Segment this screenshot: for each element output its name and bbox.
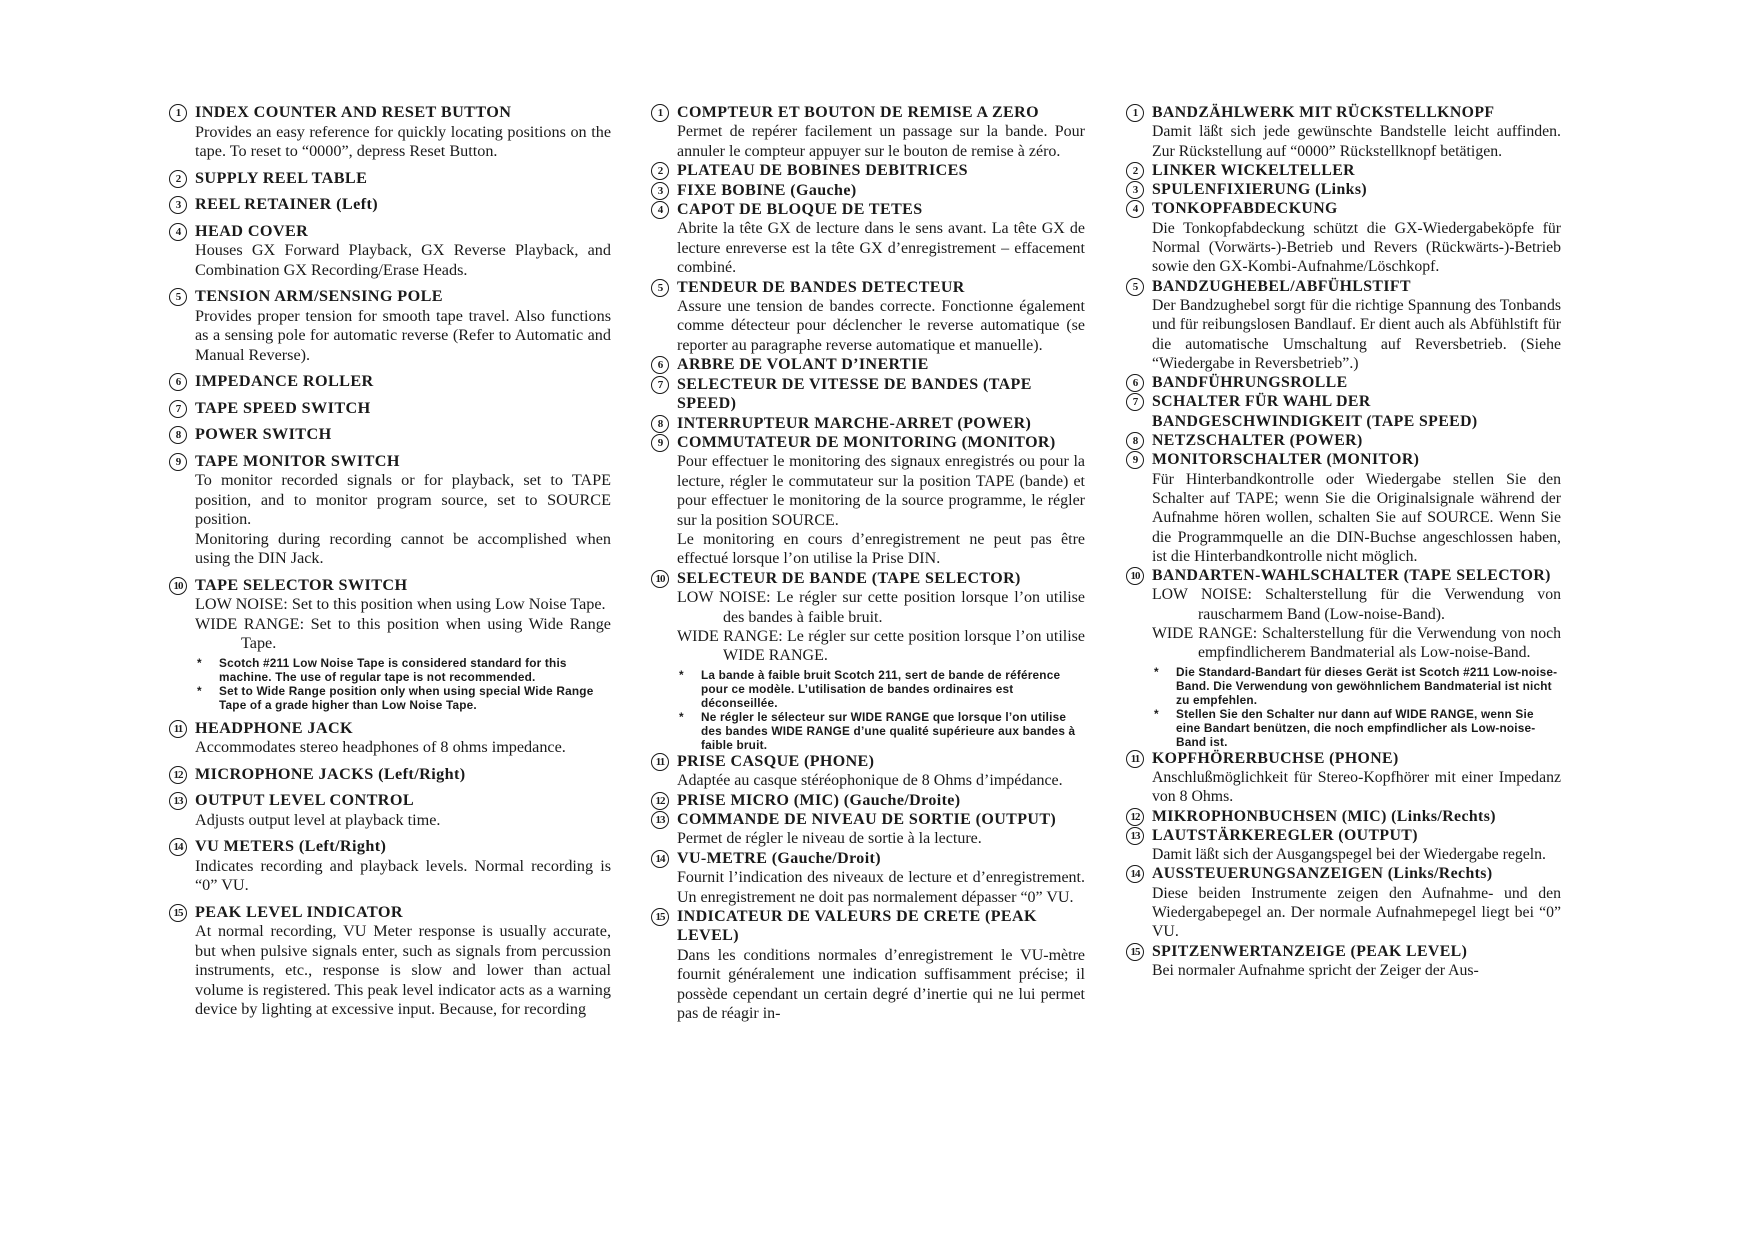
item-paragraph: Damit läßt sich der Ausgangspegel bei der Wiedergabe regeln. (1152, 846, 1547, 864)
item-heading: SPITZENWERTANZEIGE (PEAK LEVEL) (1152, 942, 1468, 960)
item-number: 10 (169, 577, 187, 595)
item-number: 15 (1126, 943, 1144, 961)
index-item (168, 903, 611, 1020)
item-number: 3 (651, 182, 669, 200)
item-heading: BANDZUGHEBEL/ABFÜHLSTIFT (1152, 277, 1411, 295)
item-number: 2 (651, 162, 669, 180)
item-paragraph: Provides proper tension for smooth tape travel. Also functions as a sensing pole for automatic reverse (Refer to Automatic and Manual Reverse). (195, 306, 611, 364)
item-description (677, 297, 1085, 355)
item-number: 1 (1126, 104, 1144, 122)
item-paragraph: Accommodates stereo headphones of 8 ohms impedance. (195, 738, 566, 756)
item-paragraph: Provides an easy reference for quickly locating positions on the tape. To reset to “0000”, depress Reset Button. (195, 122, 611, 160)
item-paragraph: Pour effectuer le monitoring des signaux enregistrés ou pour la lecture, régler le commutateur sur la position TAPE (bande) et pour effectuer le monitoring de la source programme, le régler sur la position SOURCE. (677, 453, 1085, 529)
index-item (650, 181, 1085, 200)
item-number: 5 (169, 288, 187, 306)
index-item (168, 576, 611, 712)
item-description (1152, 296, 1561, 373)
index-item (168, 399, 611, 419)
item-paragraph: At normal recording, VU Meter response is usually accurate, but when pulsive signals enter, such as signals from percussion instruments, etc., response is slow and lower than actual volume is registered. This peak level indicator acts as a warning device by lighting at excessive input. Because, for recording (195, 922, 611, 1018)
item-number: 8 (651, 415, 669, 433)
index-item (650, 849, 1085, 907)
tape-option: WIDE RANGE: Le régler sur cette position lorsque l’on utilise WIDE RANGE. (677, 627, 1085, 665)
item-number: 12 (169, 766, 187, 784)
item-paragraph: Bei normaler Aufnahme spricht der Zeiger der Aus- (1152, 961, 1479, 979)
footnotes (677, 668, 1085, 752)
item-description (677, 771, 1085, 790)
index-item (1125, 431, 1561, 450)
item-heading: LAUTSTÄRKEREGLER (OUTPUT) (1152, 826, 1418, 844)
item-heading: AUSSTEUERUNGSANZEIGEN (Links/Rechts) (1152, 865, 1493, 883)
item-heading: TONKOPFABDECKUNG (1152, 200, 1338, 218)
index-item (168, 287, 611, 365)
item-description (1152, 219, 1561, 277)
index-item (650, 569, 1085, 752)
index-item (168, 452, 611, 569)
item-number: 7 (169, 400, 187, 418)
item-number: 5 (1126, 278, 1144, 296)
item-heading: TENSION ARM/SENSING POLE (195, 287, 443, 305)
item-heading: TENDEUR DE BANDES DETECTEUR (677, 278, 965, 296)
item-paragraph: Diese beiden Instrumente zeigen den Aufnahme- und den Wiedergabepegel an. Der normale Aufnahmepegel liegt bei “0” VU. (1152, 884, 1561, 941)
item-number: 13 (1126, 827, 1144, 845)
item-heading: NETZSCHALTER (POWER) (1152, 432, 1363, 450)
item-heading: POWER SWITCH (195, 425, 332, 443)
item-number: 14 (1126, 865, 1144, 883)
index-item (1125, 180, 1561, 199)
item-number: 9 (1126, 451, 1144, 469)
item-number: 12 (1126, 808, 1144, 826)
item-paragraph: Assure une tension de bandes correcte. Fonctionne également comme détecteur pour déclencher le reverse automatique (se reporter au paragraphe reverse automatique et manuelle). (677, 298, 1085, 354)
item-heading: VU-METRE (Gauche/Droit) (677, 849, 881, 867)
item-heading: SPULENFIXIERUNG (Links) (1152, 181, 1368, 199)
index-item (650, 907, 1085, 1023)
index-item (650, 375, 1085, 414)
item-heading: MICROPHONE JACKS (Left/Right) (195, 764, 466, 783)
item-heading: SELECTEUR DE BANDE (TAPE SELECTOR) (677, 569, 1021, 587)
item-heading: BANDZÄHLWERK MIT RÜCKSTELLKNOPF (1152, 104, 1495, 121)
item-description (1152, 470, 1561, 566)
index-item (168, 103, 611, 162)
item-heading: BANDARTEN-WAHLSCHALTER (TAPE SELECTOR) (1152, 567, 1551, 585)
item-number: 15 (651, 908, 669, 926)
item-paragraph: Adjusts output level at playback time. (195, 810, 441, 829)
index-item (650, 200, 1085, 278)
item-number: 6 (651, 356, 669, 374)
index-item (1125, 864, 1561, 941)
item-number: 13 (169, 792, 187, 810)
footnote: * Set to Wide Range position only when using special Wide Range Tape of a grade higher than Low Noise Tape. (195, 684, 611, 712)
item-heading: PRISE MICRO (MIC) (Gauche/Droite) (677, 791, 961, 809)
index-item (168, 169, 611, 189)
item-heading: VU METERS (Left/Right) (195, 837, 387, 855)
item-number: 4 (651, 201, 669, 219)
footnote: * Die Standard-Bandart für dieses Gerät ist Scotch #211 Low-noise-Band. Die Verwendung von gewöhnlichem Bandmaterial ist nicht zu empfehlen. (1152, 665, 1561, 707)
item-number: 9 (169, 453, 187, 471)
index-item (650, 355, 1085, 374)
item-number: 6 (169, 373, 187, 391)
index-item (650, 810, 1085, 849)
item-heading: TAPE SPEED SWITCH (195, 398, 371, 417)
item-heading: BANDFÜHRUNGSROLLE (1152, 374, 1348, 392)
index-item (168, 195, 611, 215)
item-number: 14 (169, 838, 187, 856)
item-number: 4 (169, 223, 187, 241)
item-paragraph: Die Tonkopfabdeckung schützt die GX-Wiedergabeköpfe für Normal (Vorwärts-)-Betrieb und Revers (Rückwärts-)-Betrieb sowie den GX-Kombi-Aufnahme/Löschkopf. (1152, 219, 1561, 276)
item-number: 7 (651, 376, 669, 394)
item-number: 2 (1126, 162, 1144, 180)
item-heading: PLATEAU DE BOBINES DEBITRICES (677, 162, 968, 180)
tape-option: WIDE RANGE: Set to this position when using Wide Range Tape. (195, 614, 611, 652)
item-heading: SUPPLY REEL TABLE (195, 168, 368, 187)
tape-option: LOW NOISE: Le régler sur cette position lorsque l’on utilise des bandes à faible bruit. (677, 589, 1085, 626)
footnote: * La bande à faible bruit Scotch 211, sert de bande de référence pour ce modèle. L’utilisation de bandes ordinaires est déconseillée. (677, 668, 1085, 710)
item-number: 1 (169, 104, 187, 122)
index-item (1125, 942, 1561, 981)
item-heading: HEADPHONE JACK (195, 718, 354, 737)
index-item (650, 161, 1085, 180)
item-number: 2 (169, 170, 187, 188)
item-paragraph: Der Bandzughebel sorgt für die richtige Spannung des Tonbands und für reibungslosen Bandlauf. Er dient auch als Abfühlstift für die automatische Umschaltung auf Reversbetrieb. (Siehe “Wiedergabe in Reversbetrieb”.) (1152, 296, 1561, 372)
english-column (168, 103, 611, 1027)
item-description (677, 829, 1085, 848)
item-number: 6 (1126, 374, 1144, 392)
item-heading: OUTPUT LEVEL CONTROL (195, 791, 415, 809)
index-item (168, 837, 611, 896)
item-heading: COMPTEUR ET BOUTON DE REMISE A ZERO (677, 104, 1039, 121)
item-number: 15 (169, 904, 187, 922)
tape-option: LOW NOISE: Schalterstellung für die Verwendung von rauscharmem Band (Low-noise-Band). (1152, 586, 1561, 623)
item-number: 12 (651, 792, 669, 810)
item-description (195, 857, 611, 896)
index-item (168, 719, 611, 758)
item-description (195, 811, 611, 831)
tape-option: WIDE RANGE: Schalterstellung für die Verwendung von noch empfindlicherem Bandmaterial als Low-noise-Band. (1152, 625, 1561, 662)
item-heading: LINKER WICKELTELLER (1152, 161, 1355, 179)
item-number: 10 (651, 570, 669, 588)
tape-options (1152, 585, 1561, 662)
item-heading: MONITORSCHALTER (MONITOR) (1152, 451, 1420, 469)
index-item (168, 765, 611, 785)
tape-options (195, 595, 611, 654)
item-description (195, 123, 611, 162)
item-description (1152, 122, 1561, 161)
item-heading: INTERRUPTEUR MARCHE-ARRET (POWER) (677, 414, 1032, 432)
item-paragraph: Le monitoring en cours d’enregistrement ne peut pas être effectué lorsque l’on utilise la Prise DIN. (677, 530, 1085, 568)
item-heading: COMMUTATEUR DE MONITORING (MONITOR) (677, 433, 1056, 451)
item-number: 11 (1126, 750, 1144, 768)
item-description (195, 738, 611, 758)
item-paragraph: Houses GX Forward Playback, GX Reverse Playback, and Combination GX Recording/Erase Heads. (195, 241, 611, 279)
item-heading: TAPE MONITOR SWITCH (195, 451, 400, 470)
item-heading: PEAK LEVEL INDICATOR (195, 902, 403, 921)
item-paragraph: Permet de régler le niveau de sortie à la lecture. (677, 830, 982, 848)
index-item (650, 791, 1085, 810)
item-heading: SCHALTER FÜR WAHL DER BANDGESCHWINDIGKEIT (TAPE SPEED) (1152, 393, 1478, 430)
index-item (168, 791, 611, 830)
german-column (1125, 103, 1561, 980)
item-number: 4 (1126, 200, 1144, 218)
index-item (1125, 161, 1561, 180)
item-heading: COMMANDE DE NIVEAU DE SORTIE (OUTPUT) (677, 811, 1057, 828)
item-paragraph: Damit läßt sich jede gewünschte Bandstelle leicht auffinden. Zur Rückstellung auf “0000” Rückstellknopf betätigen. (1152, 123, 1561, 160)
item-description (677, 122, 1085, 161)
index-item (650, 103, 1085, 161)
item-heading: HEAD COVER (195, 221, 309, 240)
item-paragraph: Permet de repérer facilement un passage sur la bande. Pour annuler le compteur appuyer sur le bouton de remise à zéro. (677, 123, 1085, 160)
item-paragraph: Fournit l’indication des niveaux de lecture et d’enregistrement. Un enregistrement ne doit pas normalement dépasser “0” VU. (677, 869, 1085, 906)
index-item (168, 372, 611, 392)
item-heading: IMPEDANCE ROLLER (195, 372, 374, 390)
index-item (1125, 277, 1561, 373)
item-description (1152, 845, 1561, 864)
item-number: 11 (169, 720, 187, 738)
item-heading: INDEX COUNTER AND RESET BUTTON (195, 103, 512, 121)
item-description (677, 868, 1085, 907)
index-item (650, 752, 1085, 791)
item-number: 1 (651, 104, 669, 122)
footnote: * Stellen Sie den Schalter nur dann auf WIDE RANGE, wenn Sie eine Bandart benützen, die noch empfindlicher als Low-noise-Band ist. (1152, 707, 1561, 749)
index-item (650, 414, 1085, 433)
index-item (168, 222, 611, 281)
item-number: 5 (651, 279, 669, 297)
footnotes (1152, 665, 1561, 749)
index-item (1125, 199, 1561, 276)
item-number: 9 (651, 434, 669, 452)
footnote: * Ne régler le sélecteur sur WIDE RANGE que lorsque l’on utilise des bandes WIDE RANGE d’une qualité supérieure aux bandes à faible bruit. (677, 710, 1085, 752)
item-heading: FIXE BOBINE (Gauche) (677, 181, 857, 199)
item-description (677, 946, 1085, 1024)
item-paragraph: Monitoring during recording cannot be accomplished when using the DIN Jack. (195, 529, 611, 567)
footnote: * Scotch #211 Low Noise Tape is considered standard for this machine. The use of regular tape is not recommended. (195, 656, 611, 684)
item-description (195, 307, 611, 366)
item-description (1152, 961, 1561, 980)
item-description (677, 219, 1085, 277)
item-number: 13 (651, 811, 669, 829)
index-item (1125, 103, 1561, 161)
item-description (195, 241, 611, 280)
index-item (1125, 826, 1561, 865)
item-description (195, 922, 611, 1020)
index-item (168, 425, 611, 445)
index-item (1125, 807, 1561, 826)
item-heading: REEL RETAINER (Left) (195, 195, 379, 213)
item-heading: PRISE CASQUE (PHONE) (677, 752, 875, 770)
item-heading: TAPE SELECTOR SWITCH (195, 575, 408, 594)
item-paragraph: Abrite la tête GX de lecture dans le sens avant. La tête GX de lecture enreverse est la tête GX d’enregistrement – effacement combiné. (677, 220, 1085, 277)
french-column (650, 103, 1085, 1023)
item-paragraph: Dans les conditions normales d’enregistrement le VU-mètre fournit généralement une indication suffisamment précise; il possède cependant un certain degré d’inertie qui ne lui permet pas de réagir in- (677, 946, 1085, 1023)
tape-options (677, 588, 1085, 666)
item-number: 8 (169, 426, 187, 444)
index-item (1125, 566, 1561, 748)
item-description (1152, 768, 1561, 807)
item-number: 10 (1126, 567, 1144, 585)
item-number: 3 (1126, 181, 1144, 199)
item-paragraph: Anschlußmöglichkeit für Stereo-Kopfhörer mit einer Impedanz von 8 Ohms. (1152, 768, 1561, 806)
footnotes (195, 656, 611, 712)
item-heading: MIKROPHONBUCHSEN (MIC) (Links/Rechts) (1152, 807, 1496, 825)
index-item (1125, 749, 1561, 807)
item-heading: INDICATEUR DE VALEURS DE CRETE (PEAK LEVEL) (677, 908, 1037, 945)
item-number: 14 (651, 850, 669, 868)
item-description (677, 452, 1085, 568)
tape-option: LOW NOISE: Set to this position when using Low Noise Tape. (195, 595, 606, 613)
index-item (1125, 373, 1561, 392)
item-heading: KOPFHÖRERBUCHSE (PHONE) (1152, 749, 1399, 767)
item-number: 3 (169, 196, 187, 214)
item-heading: ARBRE DE VOLANT D’INERTIE (677, 356, 929, 374)
item-number: 7 (1126, 393, 1144, 411)
item-description (1152, 884, 1561, 942)
item-heading: CAPOT DE BLOQUE DE TETES (677, 201, 923, 219)
item-paragraph: To monitor recorded signals or for playback, set to TAPE position, and to monitor program source, set to SOURCE position. (195, 471, 611, 528)
item-paragraph: Indicates recording and playback levels. Normal recording is “0” VU. (195, 856, 611, 894)
index-item (650, 433, 1085, 569)
index-item (1125, 450, 1561, 566)
index-item (1125, 392, 1561, 431)
index-item (650, 278, 1085, 356)
item-description (195, 471, 611, 569)
item-paragraph: Für Hinterbandkontrolle oder Wiedergabe stellen Sie den Schalter auf TAPE; wenn Sie die Originalsignale während der Aufnahme hören wollen, schalten Sie auf SOURCE. Wenn Sie die Programmquelle an die DIN-Buchse angeschlossen haben, ist die Hinterbandkontrolle nicht möglich. (1152, 470, 1561, 565)
item-number: 11 (651, 753, 669, 771)
item-heading: SELECTEUR DE VITESSE DE BANDES (TAPE SPEED) (677, 375, 1032, 413)
item-number: 8 (1126, 432, 1144, 450)
item-paragraph: Adaptée au casque stéréophonique de 8 Ohms d’impédance. (677, 772, 1063, 790)
